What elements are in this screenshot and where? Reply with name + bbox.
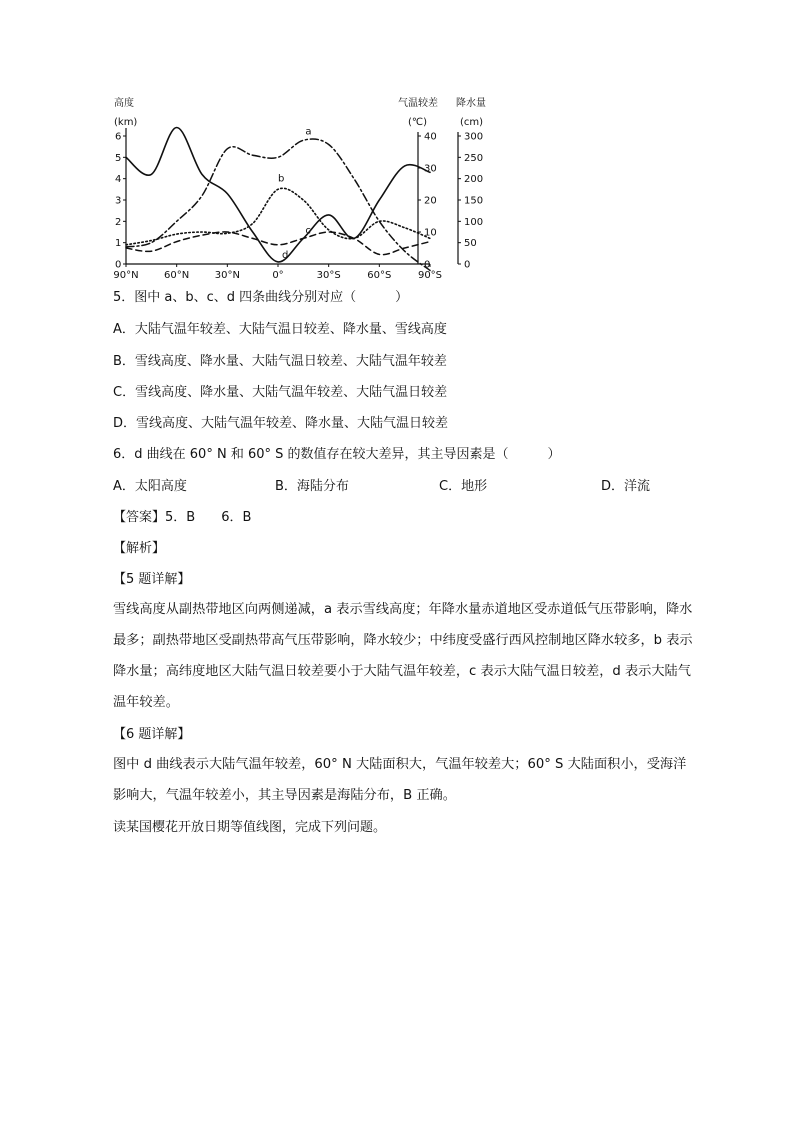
q5-detail-text: 雪线高度从副热带地区向两侧递减，a 表示雪线高度；年降水量赤道地区受赤道低气压带影响，降水最多；副热带地区受副热带高气压带影响，降水较少；中纬度受盛行西风控制地区降水较多，b 表示降水量；高纬度地区大陆气温日较差要小于大陆气温年较差，c 表示大陆气温日较差，d 表示大陆气温年较差。 <box>113 602 693 710</box>
next-question-intro: 读某国樱花开放日期等值线图，完成下列问题。 <box>113 820 387 835</box>
series-line-a <box>126 139 430 270</box>
right-tick-label: 200 <box>464 174 484 186</box>
right-tick-label: 150 <box>464 195 484 207</box>
curve-label-a: a <box>305 126 312 138</box>
mid-tick-label: 0 <box>424 259 431 271</box>
mid-tick-label: 10 <box>424 227 437 239</box>
right-tick-label: 300 <box>464 131 484 143</box>
x-tick-label: 0° <box>272 270 284 281</box>
q6-detail-title: 【6 题详解】 <box>113 727 191 742</box>
left-tick-label: 6 <box>115 131 122 143</box>
series-line-c <box>126 232 430 255</box>
q5-option-a[interactable]: A．大陆气温年较差、大陆气温日较差、降水量、雪线高度 <box>113 322 447 337</box>
right-tick-label: 0 <box>464 259 471 271</box>
q5-option-d[interactable]: D．雪线高度、大陆气温年较差、降水量、大陆气温日较差 <box>113 416 449 431</box>
curve-label-c: c <box>305 225 311 237</box>
left-axis-ticks <box>115 132 126 271</box>
series-line-d <box>126 128 430 262</box>
x-tick-label: 30°N <box>214 270 240 281</box>
left-tick-label: 5 <box>115 152 122 164</box>
q6-option-c[interactable]: C．地形 <box>439 479 488 494</box>
q5-option-c[interactable]: C．雪线高度、降水量、大陆气温年较差、大陆气温日较差 <box>113 385 448 400</box>
q6-option-d[interactable]: D．洋流 <box>601 479 651 494</box>
right-axis-title: 降水量 <box>456 98 486 109</box>
left-axis-title: 高度 <box>114 98 134 109</box>
x-tick-label: 90°S <box>417 270 443 281</box>
left-tick-label: 0 <box>115 259 122 271</box>
mid-axis-unit: (℃) <box>408 117 428 128</box>
q6-detail-text: 图中 d 曲线表示大陆气温年较差，60° N 大陆面积大，气温年较差大；60° S 大陆面积小，受海洋影响大，气温年较差小，其主导因素是海陆分布，B 正确。 <box>113 757 687 803</box>
mid-tick-label: 30 <box>424 163 437 175</box>
curve-label-d: d <box>282 249 289 261</box>
q5-detail-title: 【5 题详解】 <box>113 572 191 587</box>
mid-tick-label: 20 <box>424 195 437 207</box>
mid-axis-title: 气温较差 <box>398 98 438 109</box>
left-tick-label: 1 <box>115 238 122 250</box>
left-tick-label: 4 <box>115 174 122 186</box>
mid-tick-label: 40 <box>424 131 437 143</box>
question-5-stem: 5．图中 a、b、c、d 四条曲线分别对应（ ） <box>113 290 409 305</box>
left-axis-unit: (km) <box>114 117 138 128</box>
question-6-stem: 6．d 曲线在 60° N 和 60° S 的数值存在较大差异，其主导因素是（ ） <box>113 447 561 462</box>
series-line-b <box>126 188 430 245</box>
analysis-title: 【解析】 <box>113 541 166 556</box>
x-tick-label: 60°S <box>367 270 392 281</box>
right-axis-ticks <box>458 132 483 271</box>
right-tick-label: 100 <box>464 216 484 228</box>
series-layer <box>126 128 430 271</box>
curve-label-b: b <box>278 173 285 185</box>
answer-line: 【答案】5．B 6．B <box>113 510 252 525</box>
latitude-profile-chart <box>112 92 504 282</box>
x-tick-label: 90°N <box>113 270 139 281</box>
q6-option-b[interactable]: B．海陆分布 <box>275 479 349 494</box>
q6-option-a[interactable]: A．太阳高度 <box>113 479 187 494</box>
x-tick-label: 30°S <box>316 270 341 281</box>
left-tick-label: 3 <box>115 195 122 207</box>
q5-option-b[interactable]: B．雪线高度、降水量、大陆气温日较差、大陆气温年较差 <box>113 354 447 369</box>
mid-axis-ticks <box>418 132 437 271</box>
right-tick-label: 250 <box>464 152 484 164</box>
right-tick-label: 50 <box>464 238 477 250</box>
x-axis-ticks <box>113 264 442 281</box>
x-tick-label: 60°N <box>164 270 190 281</box>
right-axis-unit: (cm) <box>460 117 484 128</box>
left-tick-label: 2 <box>115 216 122 228</box>
